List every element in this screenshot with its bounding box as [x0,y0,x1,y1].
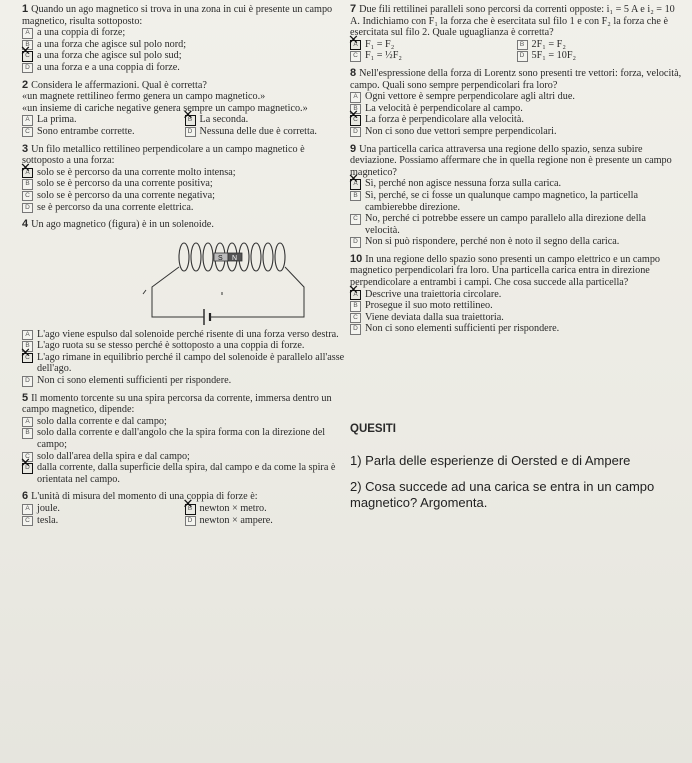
option-a[interactable] [22,27,347,39]
answer-checkbox[interactable]: A [22,115,33,126]
question-number: 9 [350,142,357,155]
option-text: F₁ = ½F₂ [365,50,402,62]
question-6 [22,491,347,526]
answer-checkbox[interactable]: C ✕ [22,51,33,62]
answer-checkbox[interactable]: D [350,237,361,248]
question-8 [350,68,683,138]
option-text: a una coppia di forze; [37,27,126,39]
option-text: solo dall'area della spira e dal campo; [37,450,190,462]
answer-checkbox[interactable]: C [350,313,361,324]
option-b[interactable] [22,39,347,51]
question-text: Quando un ago magnetico si trova in una zona in cui è presente un campo magnetico, risulta sottoposto: [22,4,333,27]
question-text: Una particella carica attraversa una regione dello spazio, senza subire deviazione. Possiamo affermare che in quella regione non è presente un campo magnetico? [350,143,672,178]
statement-2: «un insieme di cariche negative genera sempre un campo magnetico.» [22,102,308,114]
answer-checkbox[interactable]: D [22,63,33,74]
answer-checkbox[interactable]: B [350,191,361,202]
question-1 [22,4,347,74]
answer-checkbox[interactable]: D [22,376,33,387]
option-text: Non ci sono elementi sufficienti per rispondere. [365,323,560,335]
option-b[interactable] [517,39,684,51]
option-d[interactable] [350,323,683,335]
option-a[interactable] [22,167,347,179]
solenoid-figure [22,235,347,327]
option-text: solo se è percorso da una corrente molto intensa; [37,166,236,178]
answer-checkbox[interactable]: A ✕ [22,168,33,179]
quesito-1: 1) Parla delle esperienze di Oersted e di Ampere [350,453,631,469]
answer-checkbox[interactable]: C ✕ [22,353,33,364]
option-d[interactable] [517,50,684,62]
right-column [350,4,683,511]
option-d[interactable] [350,126,683,138]
option-text: La prima. [37,114,77,126]
options [350,289,683,335]
option-text: La seconda. [199,114,249,126]
option-text: L'ago ruota su se stesso perché è sottoposto a una coppia di forze. [37,340,305,352]
question-5 [22,393,347,486]
option-text: newton × metro. [199,503,267,514]
question-number: 7 [350,3,357,15]
option-text: Ogni vettore è sempre perpendicolare agli altri due. [365,91,575,103]
option-b[interactable] [185,114,348,126]
option-d[interactable] [185,126,348,138]
question-3 [22,144,347,214]
option-a[interactable] [22,503,185,515]
option-a[interactable] [22,329,347,341]
option-text: Non si può rispondere, perché non è noto il segno della carica. [365,236,620,248]
question-4 [22,219,347,387]
answer-checkbox[interactable]: B [22,179,33,190]
question-number: 3 [22,142,29,155]
option-text: a una forza che agisce sul polo sud; [37,50,182,62]
option-d[interactable] [350,236,683,248]
answer-checkbox[interactable]: C [22,191,33,202]
answer-checkbox[interactable]: D [350,127,361,138]
option-c[interactable] [22,515,185,527]
option-text: solo dalla corrente e dal campo; [37,415,167,427]
answer-checkbox[interactable]: A ✕ [350,179,361,190]
question-number: 1 [22,3,29,15]
option-c[interactable] [22,50,347,62]
answer-checkbox[interactable]: B [517,40,528,51]
answer-checkbox[interactable]: B [22,428,33,439]
option-text: Viene deviata dalla sua traiettoria. [365,311,504,323]
left-column [22,4,347,526]
answer-checkbox[interactable]: A ✕ [350,290,361,301]
option-text: 2F₁ = F₂ [531,38,566,50]
question-text: In una regione dello spazio sono presenti un campo elettrico e un campo magnetico perpendicolari fra loro. Una particella carica entra in direzione perpendicolare a entrambi i campi. Che cosa succede alla particella? [350,253,661,289]
question-2 [22,80,347,138]
option-d[interactable] [22,462,347,485]
option-text: Sì, perché, se ci fosse un qualunque campo magnetico, la particella cambierebbe direzione. [365,189,638,213]
option-c[interactable] [22,451,347,463]
answer-checkbox[interactable]: D [350,324,361,335]
option-text: La velocità è perpendicolare al campo. [365,102,523,114]
solenoid-diagram [22,235,347,327]
option-d[interactable] [22,375,347,387]
answer-checkbox[interactable]: D [22,203,33,214]
question-number: 8 [350,66,357,79]
answer-checkbox[interactable]: A [22,330,33,341]
question-text: Il momento torcente su una spira percorsa da corrente, immersa dentro un campo magnetico, dipende: [22,392,332,416]
option-a[interactable] [22,114,185,126]
option-text: Sì, perché non agisce nessuna forza sulla carica. [365,178,562,190]
option-text: a una forza e a una coppia di forze. [37,61,180,73]
options [22,114,347,137]
answer-checkbox[interactable]: A [22,504,33,515]
option-a[interactable] [350,178,683,190]
option-a[interactable] [350,289,683,301]
question-text: L'unità di misura del momento di una coppia di forze è: [31,491,258,503]
quesito-2: 2) Cosa succede ad una carica se entra in un campo magnetico? Argomenta. [350,479,655,511]
answer-checkbox[interactable]: C [350,51,361,62]
option-text: joule. [37,503,60,514]
option-c[interactable] [22,126,185,138]
options [22,167,347,213]
option-text: L'ago viene espulso dal solenoide perché risente di una forza verso destra. [37,328,339,340]
question-number: 2 [22,78,29,91]
question-number: 5 [22,391,29,404]
option-text: 5F₁ = 10F₂ [531,50,577,62]
answer-checkbox[interactable]: A [22,417,33,428]
option-b[interactable] [185,503,348,515]
options [22,416,347,486]
answer-checkbox[interactable]: B ✕ [185,115,196,126]
answer-checkbox[interactable]: C ✕ [350,115,361,126]
option-c[interactable] [350,312,683,324]
option-text: dalla corrente, dalla superficie della spira, dal campo e da come la spira è orientata nel campo. [37,462,336,485]
option-text: se è percorso da una corrente elettrica. [37,201,194,213]
question-number: 4 [22,218,29,231]
option-text: Non ci sono due vettori sempre perpendicolari. [365,125,557,137]
answer-checkbox[interactable]: C [350,214,361,225]
option-a[interactable] [350,39,517,51]
option-b[interactable] [350,300,683,312]
option-d[interactable] [22,62,347,74]
question-7 [350,4,683,62]
option-text: a una forza che agisce sul polo nord; [37,38,187,50]
north-label: N [232,254,238,262]
option-text: F₁ = F₂ [365,38,395,50]
option-text: No, perché ci potrebbe essere un campo parallelo alla direzione della velocità. [365,213,646,236]
quesiti-title: QUESITI [350,423,397,436]
option-text: Sono entrambe corrette. [37,125,135,137]
option-b[interactable] [22,178,347,190]
answer-checkbox[interactable]: B ✕ [185,504,196,515]
options [22,329,347,387]
options [22,27,347,73]
statement-1: «un magnete rettilineo fermo genera un campo magnetico.» [22,91,266,103]
answer-checkbox[interactable]: D [185,127,196,138]
option-text: L'ago rimane in equilibrio perché il campo del solenoide è parallelo all'asse dell'ago. [37,351,345,375]
answer-checkbox[interactable]: A [350,92,361,103]
option-text: solo se è percorso da una corrente positiva; [37,178,213,190]
options [22,503,347,526]
option-text: newton × ampere. [199,514,273,526]
option-c[interactable] [350,213,683,236]
option-c[interactable] [22,190,347,202]
option-c[interactable] [350,114,683,126]
option-text: Descrive una traiettoria circolare. [365,288,502,300]
answer-checkbox[interactable]: B [350,301,361,312]
option-c[interactable] [22,352,347,375]
answer-checkbox[interactable]: D ✕ [22,463,33,474]
quesiti-section [350,423,683,511]
option-text: solo se è percorso da una corrente negativa; [37,189,215,201]
question-text: Due fili rettilinei paralleli sono percorsi da correnti opposte: i₁ = 5 A e i₂ = 10 A. Indichiamo con F₁ la forza che è esercitata sul filo 1 e con F₂ la forza che è esercitata sul filo 2. Quale uguaglianza è corretta? [350,4,675,39]
options [350,178,683,248]
option-b[interactable] [22,340,347,352]
answer-checkbox[interactable]: A ✕ [350,40,361,51]
question-9 [350,144,683,248]
option-a[interactable] [350,91,683,103]
south-label: S [218,254,223,262]
option-d[interactable] [185,515,348,527]
option-a[interactable] [22,416,347,428]
option-b[interactable] [350,103,683,115]
question-text: Un ago magnetico (figura) è in un solenoide. [31,219,214,231]
question-number: 10 [350,252,363,265]
answer-checkbox[interactable]: D [185,516,196,527]
question-text: Considera le affermazioni. Qual è corretta? [31,79,207,91]
options [350,39,683,62]
option-text: Prosegue il suo moto rettilineo. [365,300,493,312]
option-text: solo dalla corrente e dall'angolo che la spira forma con la direzione del campo; [37,427,326,451]
answer-checkbox[interactable]: D [517,51,528,62]
option-b[interactable] [22,427,347,450]
answer-checkbox[interactable]: A [22,28,33,39]
question-text: Nell'espressione della forza di Lorentz sono presenti tre vettori: forza, velocità, campo. Quali sono sempre perpendicolari fra loro? [350,67,682,91]
answer-checkbox[interactable]: C [22,127,33,138]
option-c[interactable] [350,50,517,62]
option-text: Nessuna delle due è corretta. [199,125,317,137]
option-d[interactable] [22,202,347,214]
question-10 [350,254,683,335]
options [350,91,683,137]
option-text: tesla. [37,514,59,526]
question-text: Un filo metallico rettilineo perpendicolare a un campo magnetico è sottoposto a una forza: [22,143,305,167]
answer-checkbox[interactable]: C [22,516,33,527]
question-number: 6 [22,490,29,503]
option-text: La forza è perpendicolare alla velocità. [365,114,524,126]
option-b[interactable] [350,190,683,213]
option-text: Non ci sono elementi sufficienti per rispondere. [37,375,232,387]
